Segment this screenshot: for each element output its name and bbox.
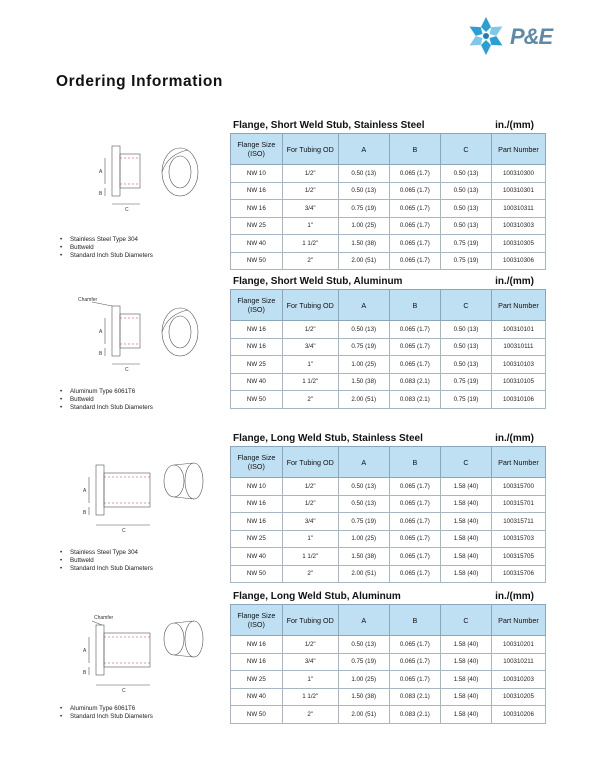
cell-tubing: 1" (282, 356, 338, 374)
cell-b: 0.065 (1.7) (389, 321, 440, 339)
cell-a: 0.50 (13) (338, 478, 389, 496)
brand-logo (466, 16, 578, 56)
cell-tubing: 2" (282, 252, 338, 270)
cell-c: 1.58 (40) (441, 513, 492, 531)
cell-part-number: 100310206 (491, 706, 545, 724)
header-flange-size: Flange Size (ISO) (231, 605, 283, 636)
cell-part-number: 100310111 (491, 338, 545, 356)
header-c: C (441, 134, 492, 165)
cell-tubing: 1" (282, 530, 338, 548)
dimension-c-label: C (125, 367, 129, 373)
flange-drawing (70, 449, 210, 549)
feature-item: • Aluminum Type 6061T6 (60, 388, 153, 396)
cell-c: 0.50 (13) (441, 200, 492, 218)
cell-c: 1.58 (40) (441, 495, 492, 513)
header-a: A (338, 447, 389, 478)
cell-part-number: 100310306 (491, 252, 545, 270)
cell-flange: NW 50 (231, 706, 283, 724)
section-long-weld-stub-stainless (56, 433, 546, 581)
cell-a: 0.50 (13) (338, 321, 389, 339)
cell-tubing: 1/2" (282, 636, 338, 654)
header-tubing-od: For Tubing OD (282, 134, 338, 165)
cell-c: 1.58 (40) (441, 548, 492, 566)
cell-b: 0.065 (1.7) (389, 495, 440, 513)
cell-flange: NW 25 (231, 671, 283, 689)
flange-cross-section-drawing (70, 607, 210, 707)
cell-b: 0.065 (1.7) (389, 217, 440, 235)
cell-a: 1.00 (25) (338, 356, 389, 374)
cell-flange: NW 16 (231, 513, 283, 531)
cell-tubing: 2" (282, 706, 338, 724)
header-b: B (389, 447, 440, 478)
cell-a: 1.00 (25) (338, 530, 389, 548)
cell-tubing: 2" (282, 391, 338, 409)
header-part-number: Part Number (491, 447, 545, 478)
ordering-table (230, 133, 546, 270)
cell-a: 1.50 (38) (338, 688, 389, 706)
table-row (231, 478, 546, 496)
header-tubing-od: For Tubing OD (282, 447, 338, 478)
feature-list (60, 236, 153, 260)
header-b: B (389, 134, 440, 165)
section-long-weld-stub-aluminum (56, 591, 546, 726)
snowflake-star-icon (466, 16, 506, 56)
cell-part-number: 100310311 (491, 200, 545, 218)
table-row (231, 321, 546, 339)
brand-name: P&E (510, 24, 553, 49)
cell-b: 0.065 (1.7) (389, 200, 440, 218)
cell-part-number: 100310203 (491, 671, 545, 689)
cell-a: 0.50 (13) (338, 182, 389, 200)
cell-c: 1.58 (40) (441, 706, 492, 724)
cell-b: 0.065 (1.7) (389, 182, 440, 200)
table-row (231, 530, 546, 548)
flange-drawing (70, 607, 210, 707)
header-tubing-od: For Tubing OD (282, 290, 338, 321)
cell-a: 2.00 (51) (338, 391, 389, 409)
cell-tubing: 1 1/2" (282, 235, 338, 253)
cell-tubing: 3/4" (282, 200, 338, 218)
feature-list (60, 388, 153, 412)
cell-c: 1.58 (40) (441, 653, 492, 671)
cell-c: 1.58 (40) (441, 478, 492, 496)
cell-tubing: 1 1/2" (282, 548, 338, 566)
cell-tubing: 1/2" (282, 321, 338, 339)
cell-flange: NW 40 (231, 688, 283, 706)
flange-cross-section-drawing (70, 136, 210, 236)
section-title: Flange, Long Weld Stub, Stainless Steel (233, 433, 423, 444)
cell-flange: NW 40 (231, 235, 283, 253)
header-a: A (338, 605, 389, 636)
flange-cross-section-drawing (70, 449, 210, 549)
feature-list (60, 549, 153, 573)
dimension-c-label: C (125, 207, 129, 213)
cell-a: 0.50 (13) (338, 165, 389, 183)
cell-b: 0.065 (1.7) (389, 530, 440, 548)
header-tubing-od: For Tubing OD (282, 605, 338, 636)
header-c: C (441, 605, 492, 636)
cell-tubing: 3/4" (282, 653, 338, 671)
flange-drawing (70, 292, 210, 392)
cell-flange: NW 16 (231, 636, 283, 654)
cell-part-number: 100310301 (491, 182, 545, 200)
cell-c: 0.50 (13) (441, 321, 492, 339)
cell-a: 1.50 (38) (338, 548, 389, 566)
cell-part-number: 100315701 (491, 495, 545, 513)
cell-b: 0.083 (2.1) (389, 373, 440, 391)
table-row (231, 182, 546, 200)
cell-c: 1.58 (40) (441, 565, 492, 583)
chamfer-label: Chamfer (94, 615, 114, 621)
cell-tubing: 1/2" (282, 165, 338, 183)
flange-drawing (70, 136, 210, 236)
cell-a: 1.50 (38) (338, 373, 389, 391)
cell-part-number: 100310105 (491, 373, 545, 391)
cell-c: 0.50 (13) (441, 356, 492, 374)
cell-b: 0.083 (2.1) (389, 688, 440, 706)
cell-tubing: 3/4" (282, 338, 338, 356)
dimension-c-label: C (122, 688, 126, 694)
cell-b: 0.065 (1.7) (389, 513, 440, 531)
table-row (231, 252, 546, 270)
page-title: Ordering Information (56, 73, 223, 90)
cell-flange: NW 16 (231, 321, 283, 339)
feature-item: • Standard Inch Stub Diameters (60, 565, 153, 573)
cell-part-number: 100310101 (491, 321, 545, 339)
cell-a: 0.75 (19) (338, 513, 389, 531)
cell-c: 1.58 (40) (441, 671, 492, 689)
cell-a: 0.50 (13) (338, 636, 389, 654)
section-short-weld-stub-stainless (56, 120, 546, 268)
dimension-a-label: A (83, 488, 87, 494)
table-row (231, 636, 546, 654)
cell-tubing: 1" (282, 217, 338, 235)
dimension-a-label: A (99, 329, 103, 335)
cell-part-number: 100315706 (491, 565, 545, 583)
table-row (231, 373, 546, 391)
cell-b: 0.083 (2.1) (389, 391, 440, 409)
ordering-table (230, 289, 546, 409)
cell-part-number: 100315705 (491, 548, 545, 566)
cell-b: 0.065 (1.7) (389, 548, 440, 566)
header-flange-size: Flange Size (ISO) (231, 134, 283, 165)
cell-flange: NW 16 (231, 200, 283, 218)
cell-b: 0.065 (1.7) (389, 671, 440, 689)
cell-flange: NW 40 (231, 548, 283, 566)
cell-part-number: 100310300 (491, 165, 545, 183)
cell-flange: NW 50 (231, 391, 283, 409)
cell-c: 0.50 (13) (441, 338, 492, 356)
dimension-b-label: B (99, 351, 103, 357)
cell-b: 0.065 (1.7) (389, 356, 440, 374)
dimension-c-label: C (122, 528, 126, 534)
cell-flange: NW 50 (231, 252, 283, 270)
header-flange-size: Flange Size (ISO) (231, 290, 283, 321)
dimension-b-label: B (99, 191, 103, 197)
table-row (231, 391, 546, 409)
section-title: Flange, Short Weld Stub, Aluminum (233, 276, 403, 287)
header-part-number: Part Number (491, 290, 545, 321)
table-row (231, 356, 546, 374)
cell-c: 0.75 (19) (441, 373, 492, 391)
table-row (231, 548, 546, 566)
cell-flange: NW 50 (231, 565, 283, 583)
header-c: C (441, 290, 492, 321)
section-unit: in./(mm) (495, 433, 534, 444)
section-unit: in./(mm) (495, 120, 534, 131)
chamfer-label: Chamfer (78, 297, 98, 303)
cell-tubing: 1 1/2" (282, 373, 338, 391)
table-row (231, 200, 546, 218)
cell-part-number: 100315711 (491, 513, 545, 531)
cell-c: 0.75 (19) (441, 235, 492, 253)
feature-item: • Buttweld (60, 396, 153, 404)
table-row (231, 688, 546, 706)
feature-item: • Aluminum Type 6061T6 (60, 705, 153, 713)
cell-a: 1.00 (25) (338, 217, 389, 235)
cell-part-number: 100315703 (491, 530, 545, 548)
cell-part-number: 100310303 (491, 217, 545, 235)
cell-part-number: 100310106 (491, 391, 545, 409)
cell-part-number: 100310103 (491, 356, 545, 374)
cell-flange: NW 16 (231, 653, 283, 671)
cell-a: 2.00 (51) (338, 565, 389, 583)
cell-c: 1.58 (40) (441, 688, 492, 706)
cell-b: 0.065 (1.7) (389, 165, 440, 183)
cell-c: 0.50 (13) (441, 165, 492, 183)
cell-flange: NW 16 (231, 182, 283, 200)
cell-a: 0.50 (13) (338, 495, 389, 513)
feature-item: • Standard Inch Stub Diameters (60, 252, 153, 260)
cell-b: 0.065 (1.7) (389, 478, 440, 496)
dimension-b-label: B (83, 510, 87, 516)
feature-item: • Standard Inch Stub Diameters (60, 713, 153, 721)
cell-flange: NW 16 (231, 338, 283, 356)
header-b: B (389, 605, 440, 636)
header-a: A (338, 290, 389, 321)
cell-part-number: 100310305 (491, 235, 545, 253)
cell-part-number: 100310201 (491, 636, 545, 654)
header-part-number: Part Number (491, 134, 545, 165)
section-unit: in./(mm) (495, 591, 534, 602)
feature-item: • Buttweld (60, 244, 153, 252)
cell-tubing: 1/2" (282, 182, 338, 200)
cell-b: 0.065 (1.7) (389, 565, 440, 583)
header-flange-size: Flange Size (ISO) (231, 447, 283, 478)
feature-item: • Standard Inch Stub Diameters (60, 404, 153, 412)
dimension-a-label: A (99, 169, 103, 175)
section-unit: in./(mm) (495, 276, 534, 287)
table-row (231, 165, 546, 183)
cell-a: 2.00 (51) (338, 252, 389, 270)
cell-tubing: 1/2" (282, 478, 338, 496)
table-row (231, 671, 546, 689)
cell-c: 0.50 (13) (441, 217, 492, 235)
table-row (231, 565, 546, 583)
dimension-b-label: B (83, 670, 87, 676)
cell-b: 0.065 (1.7) (389, 252, 440, 270)
header-b: B (389, 290, 440, 321)
cell-c: 1.58 (40) (441, 636, 492, 654)
cell-tubing: 1/2" (282, 495, 338, 513)
dimension-a-label: A (83, 648, 87, 654)
table-row (231, 653, 546, 671)
cell-flange: NW 10 (231, 165, 283, 183)
cell-a: 1.00 (25) (338, 671, 389, 689)
cell-part-number: 100310211 (491, 653, 545, 671)
feature-item: • Buttweld (60, 557, 153, 565)
cell-a: 0.75 (19) (338, 200, 389, 218)
cell-c: 0.75 (19) (441, 252, 492, 270)
cell-a: 0.75 (19) (338, 338, 389, 356)
ordering-table (230, 446, 546, 583)
cell-a: 1.50 (38) (338, 235, 389, 253)
table-row (231, 706, 546, 724)
table-row (231, 513, 546, 531)
cell-tubing: 3/4" (282, 513, 338, 531)
cell-b: 0.065 (1.7) (389, 636, 440, 654)
cell-c: 1.58 (40) (441, 530, 492, 548)
cell-a: 2.00 (51) (338, 706, 389, 724)
table-row (231, 217, 546, 235)
cell-flange: NW 25 (231, 217, 283, 235)
flange-cross-section-drawing (70, 292, 210, 392)
cell-tubing: 1 1/2" (282, 688, 338, 706)
cell-flange: NW 10 (231, 478, 283, 496)
cell-a: 0.75 (19) (338, 653, 389, 671)
cell-c: 0.50 (13) (441, 182, 492, 200)
section-title: Flange, Long Weld Stub, Aluminum (233, 591, 401, 602)
feature-item: • Stainless Steel Type 304 (60, 236, 153, 244)
cell-flange: NW 25 (231, 356, 283, 374)
cell-part-number: 100315700 (491, 478, 545, 496)
cell-flange: NW 16 (231, 495, 283, 513)
feature-list (60, 705, 153, 721)
cell-b: 0.065 (1.7) (389, 653, 440, 671)
cell-b: 0.083 (2.1) (389, 706, 440, 724)
feature-item: • Stainless Steel Type 304 (60, 549, 153, 557)
table-row (231, 235, 546, 253)
table-row (231, 495, 546, 513)
cell-c: 0.75 (19) (441, 391, 492, 409)
cell-flange: NW 40 (231, 373, 283, 391)
cell-b: 0.065 (1.7) (389, 235, 440, 253)
header-part-number: Part Number (491, 605, 545, 636)
cell-part-number: 100310205 (491, 688, 545, 706)
ordering-table (230, 604, 546, 724)
cell-tubing: 2" (282, 565, 338, 583)
section-title: Flange, Short Weld Stub, Stainless Steel (233, 120, 425, 131)
header-a: A (338, 134, 389, 165)
table-row (231, 338, 546, 356)
section-short-weld-stub-aluminum (56, 276, 546, 416)
header-c: C (441, 447, 492, 478)
cell-b: 0.065 (1.7) (389, 338, 440, 356)
cell-tubing: 1" (282, 671, 338, 689)
cell-flange: NW 25 (231, 530, 283, 548)
